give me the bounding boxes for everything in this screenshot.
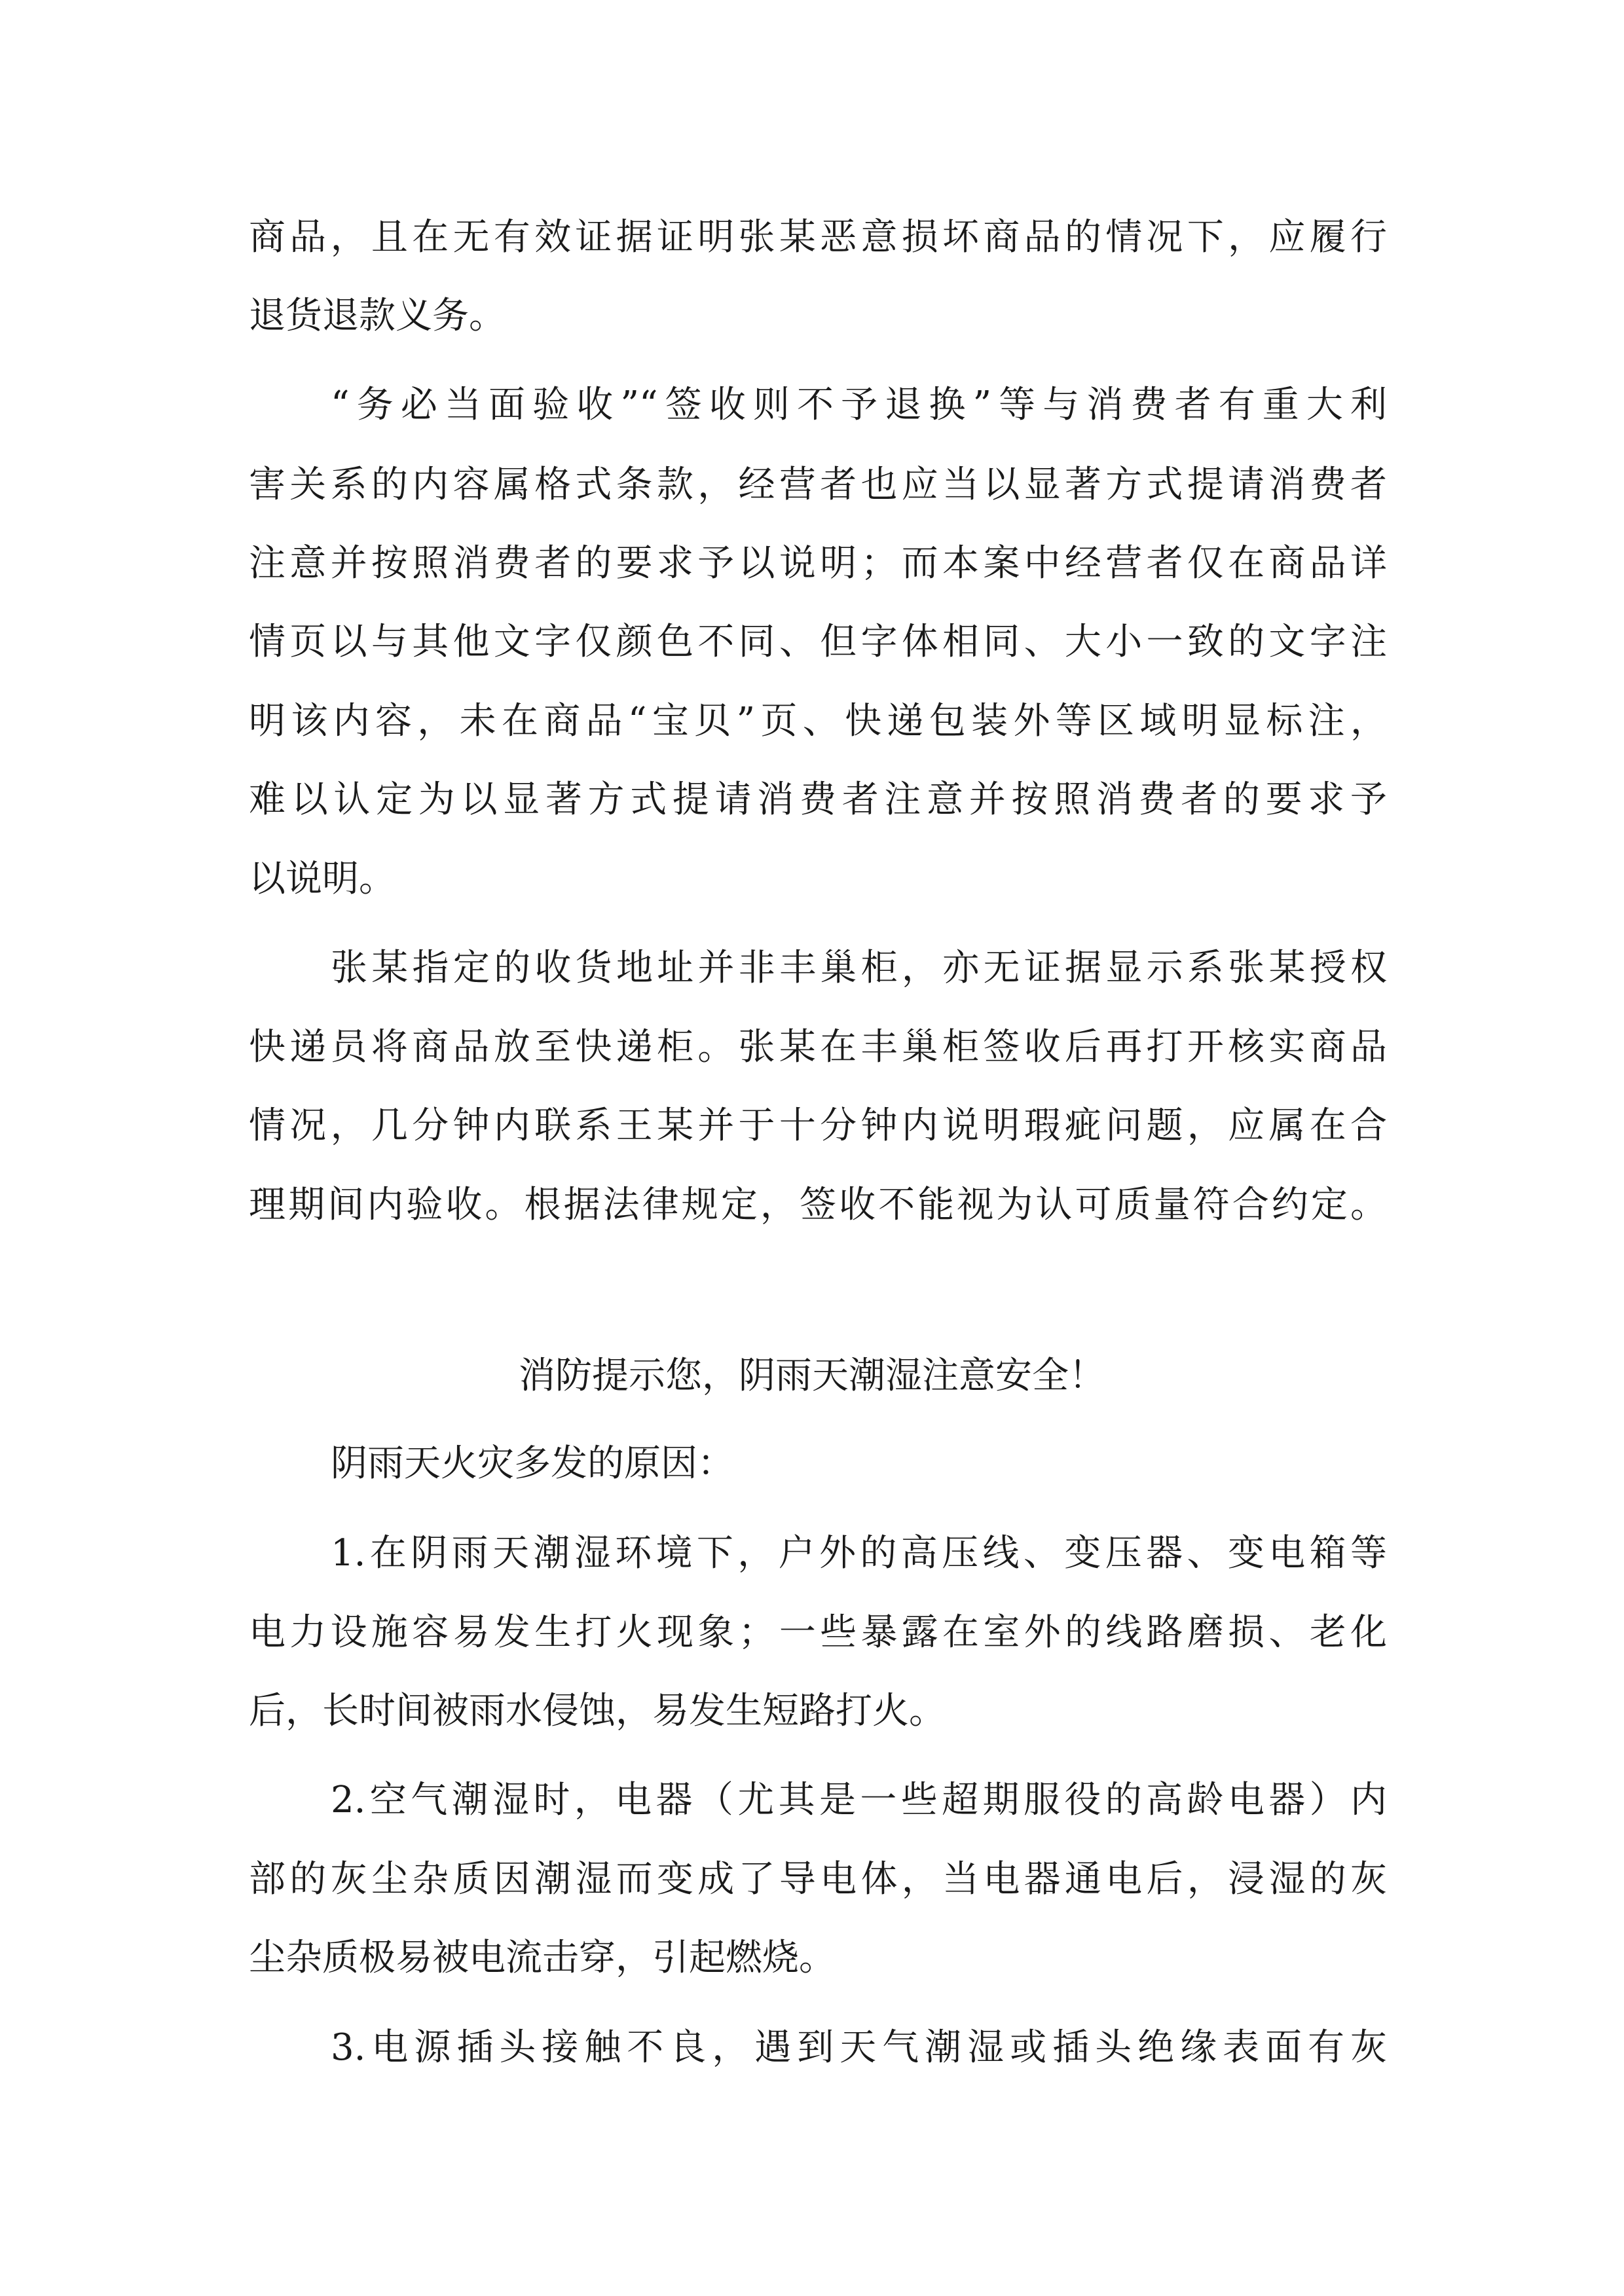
list-item-line: 尘杂质极易被电流击穿，引起燃烧。 bbox=[249, 1937, 836, 1979]
list-item-line: 2.空气潮湿时，电器（尤其是一些超期服役的高龄电器）内 bbox=[331, 1779, 1387, 1821]
list-item-line: 部的灰尘杂质因潮湿而变成了导电体，当电器通电后，浸湿的灰 bbox=[249, 1858, 1387, 1901]
paragraph-line: 害关系的内容属格式条款，经营者也应当以显著方式提请消费者 bbox=[249, 464, 1387, 506]
paragraph-line: 商品，且在无有效证据证明张某恶意损坏商品的情况下，应履行 bbox=[249, 216, 1387, 259]
paragraph-line: 注意并按照消费者的要求予以说明；而本案中经营者仅在商品详 bbox=[249, 542, 1387, 585]
paragraph-line: 情况，几分钟内联系王某并于十分钟内说明瑕疵问题，应属在合 bbox=[249, 1104, 1387, 1147]
paragraph-line: 情页以与其他文字仅颜色不同、但字体相同、大小一致的文字注 bbox=[249, 621, 1387, 663]
paragraph-line: 难以认定为以显著方式提请消费者注意并按照消费者的要求予 bbox=[249, 778, 1387, 821]
paragraph-line: 明该内容，未在商品“宝贝”页、快递包装外等区域明显标注， bbox=[249, 700, 1387, 742]
list-item-line: 3.电源插头接触不良，遇到天气潮湿或插头绝缘表面有灰 bbox=[331, 2026, 1387, 2069]
section-title: 消防提示您，阴雨天潮湿注意安全！ bbox=[519, 1355, 1105, 1397]
paragraph-line: 快递员将商品放至快递柜。张某在丰巢柜签收后再打开核实商品 bbox=[249, 1026, 1387, 1068]
list-item-line: 电力设施容易发生打火现象；一些暴露在室外的线路磨损、老化 bbox=[249, 1611, 1387, 1654]
paragraph-line: 理期间内验收。根据法律规定，签收不能视为认可质量符合约定。 bbox=[249, 1184, 1387, 1226]
paragraph-line: 张某指定的收货地址并非丰巢柜，亦无证据显示系张某授权 bbox=[331, 947, 1387, 989]
paragraph-line: 退货退款义务。 bbox=[249, 295, 506, 337]
subheading: 阴雨天火灾多发的原因： bbox=[331, 1442, 734, 1485]
list-item-line: 1.在阴雨天潮湿环境下，户外的高压线、变压器、变电箱等 bbox=[331, 1532, 1387, 1575]
paragraph-line: “务必当面验收”“签收则不予退换”等与消费者有重大利 bbox=[331, 384, 1387, 426]
paragraph-line: 以说明。 bbox=[249, 858, 396, 900]
list-item-line: 后，长时间被雨水侵蚀，易发生短路打火。 bbox=[249, 1690, 946, 1732]
